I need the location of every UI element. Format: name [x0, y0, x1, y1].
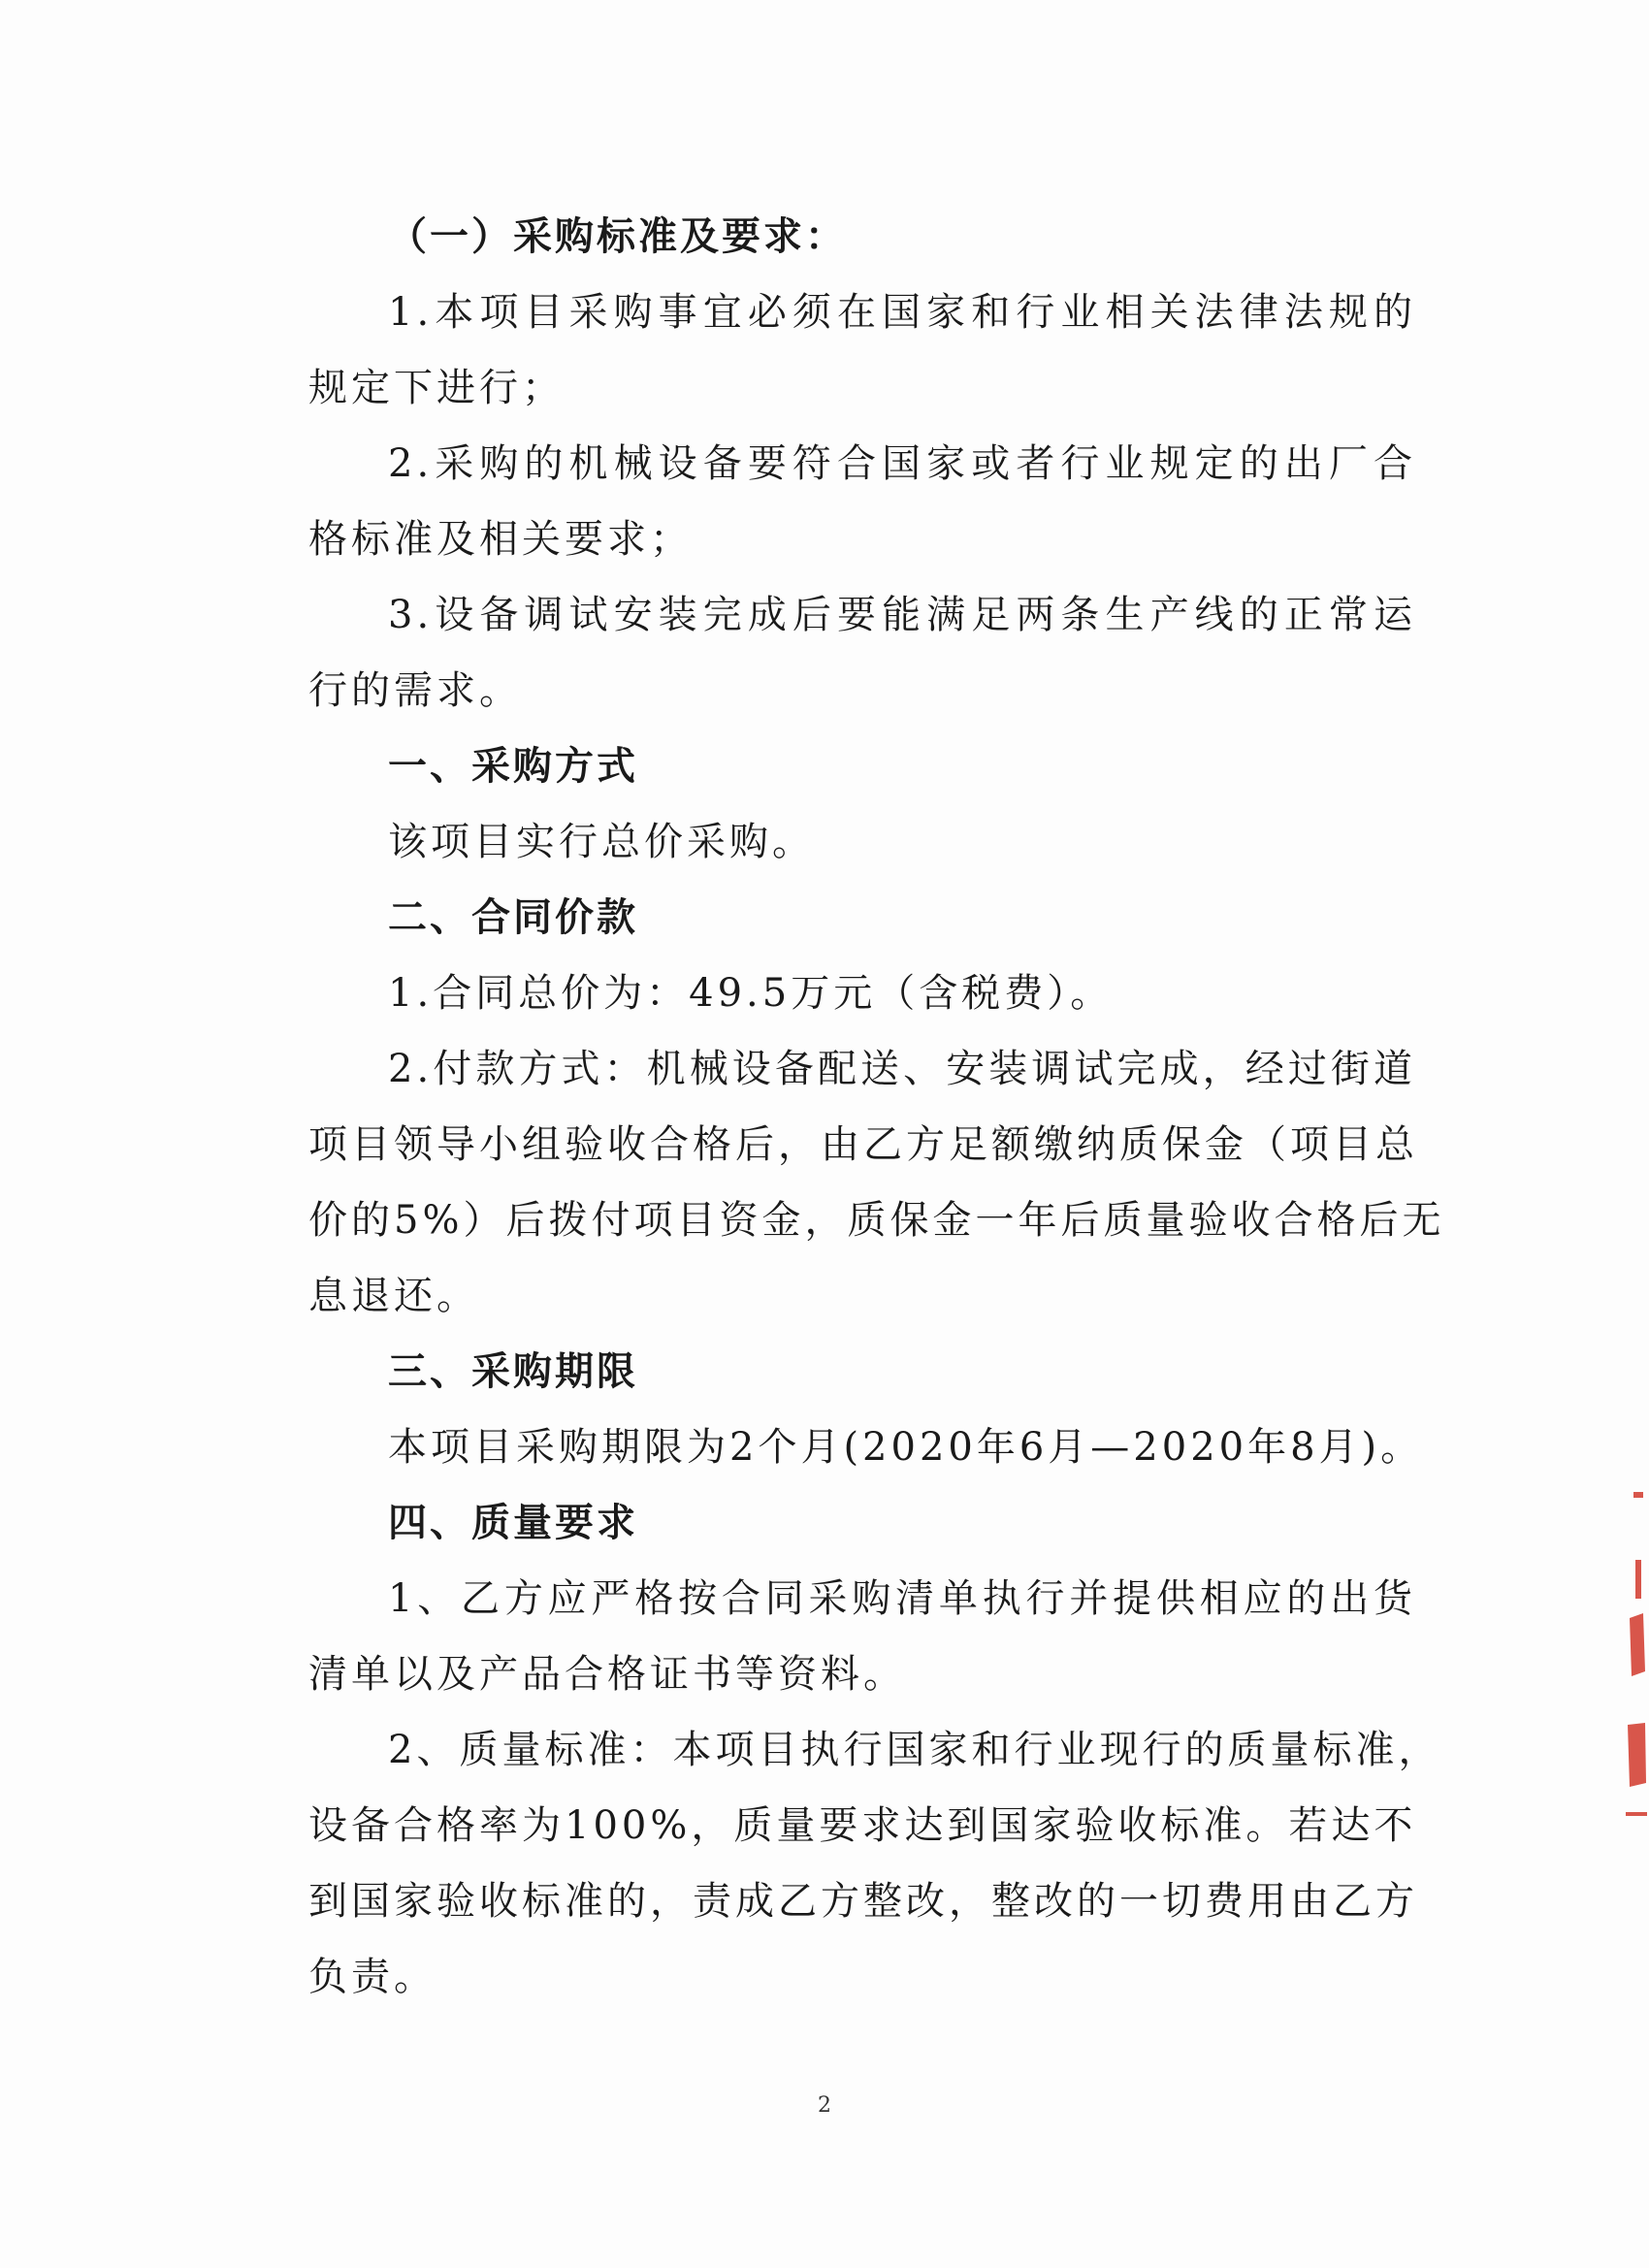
requirement-3-line-2: 行的需求。: [308, 668, 522, 713]
heading-purchase-period: 三、采购期限: [388, 1349, 638, 1394]
quality-2-line-1: 2、质量标准：本项目执行国家和行业现行的质量标准，: [388, 1728, 1441, 1772]
payment-method-line-1: 2.付款方式：机械设备配送、安装调试完成，经过街道: [388, 1047, 1416, 1091]
purchase-period-text: 本项目采购期限为2个月(2020年6月—2020年8月)。: [388, 1425, 1424, 1470]
payment-method-line-3: 价的5%）后拨付项目资金，质保金一年后质量验收合格后无: [308, 1198, 1445, 1243]
quality-2-line-2: 设备合格率为100%，质量要求达到国家验收标准。若达不: [308, 1803, 1417, 1848]
page-number: 2: [818, 2093, 831, 2118]
requirement-3-line-1: 3.设备调试安装完成后要能满足两条生产线的正常运: [388, 593, 1416, 637]
quality-1-line-2: 清单以及产品合格证书等资料。: [308, 1652, 906, 1697]
quality-1-line-1: 1、乙方应严格按合同采购清单执行并提供相应的出货: [388, 1576, 1416, 1621]
heading-contract-price: 二、合同价款: [388, 895, 638, 940]
heading-quality-requirements: 四、质量要求: [388, 1501, 638, 1545]
requirement-1-line-1: 1.本项目采购事宜必须在国家和行业相关法律法规的: [388, 290, 1416, 335]
quality-2-line-4: 负责。: [308, 1955, 436, 1999]
requirement-2-line-1: 2.采购的机械设备要符合国家或者行业规定的出厂合: [388, 441, 1416, 486]
section-heading: （一）采购标准及要求：: [388, 214, 847, 259]
partial-seal-stamp: [1620, 1492, 1649, 1822]
heading-purchase-method: 一、采购方式: [388, 744, 638, 789]
payment-method-line-4: 息退还。: [308, 1274, 479, 1318]
payment-method-line-2: 项目领导小组验收合格后，由乙方足额缴纳质保金（项目总: [308, 1122, 1418, 1167]
contract-price-total: 1.合同总价为：49.5万元（含税费）。: [388, 971, 1114, 1016]
quality-2-line-3: 到国家验收标准的，责成乙方整改，整改的一切费用由乙方: [308, 1879, 1418, 1924]
purchase-method-text: 该项目实行总价采购。: [388, 820, 815, 864]
document-body: [308, 199, 1445, 2015]
requirement-1-line-2: 规定下进行；: [308, 366, 565, 410]
requirement-2-line-2: 格标准及相关要求；: [308, 517, 693, 562]
